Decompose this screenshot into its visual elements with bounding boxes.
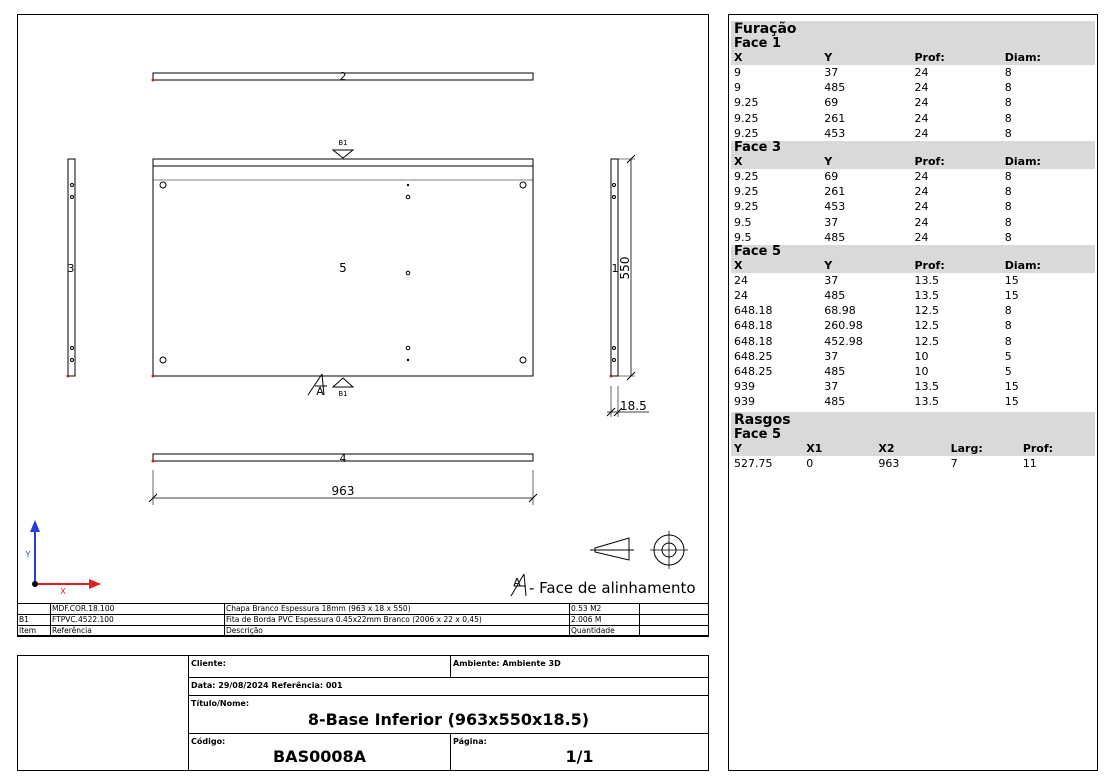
holes-header bbox=[731, 51, 1095, 65]
hole bbox=[520, 182, 526, 188]
edge-band-label-top: B1 bbox=[338, 139, 348, 147]
hole-cell: 648.18 bbox=[734, 334, 773, 348]
hole-cell: 485 bbox=[824, 395, 846, 409]
hole-cell: 8 bbox=[1004, 304, 1012, 318]
bom-header-desc: Descrição bbox=[225, 626, 570, 637]
hole-cell: 485 bbox=[824, 289, 846, 303]
bottom-edge-label: 4 bbox=[339, 452, 347, 465]
hole-cell: 24 bbox=[914, 66, 929, 79]
bill-of-materials bbox=[17, 603, 709, 636]
hole-cell: 453 bbox=[824, 126, 846, 140]
main-panel-label: 5 bbox=[339, 261, 347, 275]
origin-marker bbox=[152, 460, 155, 463]
holes-header bbox=[731, 155, 1095, 169]
rasgo-cell: 0 bbox=[806, 456, 814, 470]
rasgos-title: Rasgos bbox=[731, 412, 1095, 428]
bom-header-qty: Quantidade bbox=[570, 626, 640, 637]
hole-row bbox=[731, 303, 1095, 318]
hole-row bbox=[731, 273, 1095, 288]
origin-marker bbox=[67, 375, 70, 378]
hole-cell: 9.25 bbox=[734, 185, 759, 199]
right-edge-label: 1 bbox=[611, 262, 619, 275]
holes-header-cell: X bbox=[734, 258, 743, 272]
hole bbox=[406, 195, 410, 199]
hole bbox=[520, 357, 526, 363]
hole-cell: 8 bbox=[1004, 169, 1012, 183]
hole-cell: 24 bbox=[914, 126, 929, 140]
height-dimension: 550 bbox=[618, 256, 632, 280]
hole-cell: 13.5 bbox=[914, 380, 939, 394]
rasgo-cell: 11 bbox=[1022, 456, 1037, 470]
hole-cell: 12.5 bbox=[914, 304, 939, 318]
bom-row bbox=[18, 604, 709, 615]
hole-row bbox=[731, 349, 1095, 364]
hole-cell: 37 bbox=[824, 215, 839, 229]
hole-cell: 485 bbox=[824, 81, 846, 95]
bom-item bbox=[18, 604, 51, 615]
hole-row bbox=[731, 288, 1095, 303]
hole-row bbox=[731, 364, 1095, 379]
rasgo-row bbox=[731, 456, 1095, 471]
pagina-cell: Página: 1/1 bbox=[450, 733, 708, 770]
hole bbox=[160, 357, 166, 363]
holes-header-cell: Prof: bbox=[914, 51, 945, 64]
bom-desc: Chapa Branco Espessura 18mm (963 x 18 x 550) bbox=[225, 604, 570, 615]
face-title: Face 5 bbox=[731, 245, 1095, 259]
hole-cell: 24 bbox=[914, 230, 929, 244]
y-axis-label: Y bbox=[25, 550, 31, 559]
bom-ref: MDF.COR.18.100 bbox=[51, 604, 225, 615]
hole-cell: 24 bbox=[914, 81, 929, 95]
hole-cell: 939 bbox=[734, 380, 755, 394]
hole bbox=[407, 184, 409, 186]
part-code: BAS0008A bbox=[272, 747, 366, 766]
rasgos-header-cell: X2 bbox=[878, 441, 895, 455]
hole-row bbox=[731, 95, 1095, 110]
hole-row bbox=[731, 334, 1095, 349]
holes-header-cell: Y bbox=[824, 258, 833, 272]
bom-header-ref: Referência bbox=[51, 626, 225, 637]
hole-cell: 8 bbox=[1004, 200, 1012, 214]
hole-cell: 648.18 bbox=[734, 319, 773, 333]
axis-origin bbox=[32, 581, 38, 587]
hole-cell: 648.25 bbox=[734, 365, 773, 378]
width-dimension: 963 bbox=[331, 484, 355, 498]
hole-row bbox=[731, 169, 1095, 184]
hole-row bbox=[731, 184, 1095, 199]
hole-cell: 261 bbox=[824, 111, 846, 125]
hole-cell: 260.98 bbox=[824, 319, 863, 333]
hole-cell: 12.5 bbox=[914, 334, 939, 348]
rasgo-cell: 7 bbox=[950, 456, 958, 470]
hole-cell: 10 bbox=[914, 349, 929, 363]
part-title: 8-Base Inferior (963x550x18.5) bbox=[307, 710, 590, 729]
holes-header-cell: Diam: bbox=[1004, 258, 1041, 272]
holes-header-cell: Diam: bbox=[1004, 154, 1041, 168]
hole-cell: 24 bbox=[914, 169, 929, 183]
hole-row bbox=[731, 80, 1095, 95]
hole-cell: 15 bbox=[1004, 380, 1019, 394]
hole-cell: 9 bbox=[734, 66, 741, 79]
hole-cell: 5 bbox=[1004, 349, 1012, 363]
ambiente-cell: Ambiente: Ambiente 3D bbox=[450, 656, 708, 677]
face-title: Face 1 bbox=[731, 37, 1095, 51]
face-a-label: A bbox=[316, 385, 324, 398]
bom-ref: FTPVC.4522.100 bbox=[51, 615, 225, 626]
rasgos-header bbox=[731, 442, 1095, 456]
bom-row bbox=[18, 615, 709, 626]
edge-band-label-bottom: B1 bbox=[338, 390, 348, 398]
hole bbox=[407, 359, 409, 361]
hole-row bbox=[731, 230, 1095, 245]
origin-marker bbox=[610, 375, 613, 378]
machining-panel bbox=[728, 14, 1098, 771]
hole-cell: 9.5 bbox=[734, 215, 752, 229]
hole-cell: 453 bbox=[824, 200, 846, 214]
hole-cell: 24 bbox=[914, 96, 929, 110]
thickness-dimension: 18.5 bbox=[620, 399, 647, 413]
hole-cell: 24 bbox=[914, 111, 929, 125]
hole-cell: 13.5 bbox=[914, 395, 939, 409]
hole-cell: 37 bbox=[824, 380, 839, 394]
hole-cell: 9 bbox=[734, 81, 741, 95]
hole-cell: 24 bbox=[734, 289, 748, 303]
furacao-title: Furação bbox=[731, 21, 1095, 37]
hole-cell: 261 bbox=[824, 185, 846, 199]
origin-marker bbox=[152, 79, 155, 82]
bom-desc: Fita de Borda PVC Espessura 0.45x22mm Branco (2006 x 22 x 0,45) bbox=[225, 615, 570, 626]
hole-cell: 69 bbox=[824, 169, 839, 183]
edge-band-triangle-top bbox=[333, 150, 353, 158]
hole-cell: 9.25 bbox=[734, 111, 759, 125]
hole-cell: 24 bbox=[914, 185, 929, 199]
cliente-cell: Cliente: bbox=[188, 656, 450, 677]
hole-row bbox=[731, 379, 1095, 394]
hole-cell: 5 bbox=[1004, 365, 1012, 378]
projection-cone-symbol bbox=[590, 538, 634, 560]
hole-cell: 15 bbox=[1004, 289, 1019, 303]
hole-cell: 8 bbox=[1004, 215, 1012, 229]
hole-cell: 8 bbox=[1004, 81, 1012, 95]
hole-cell: 8 bbox=[1004, 230, 1012, 244]
hole-cell: 24 bbox=[914, 200, 929, 214]
hole-cell: 37 bbox=[824, 349, 839, 363]
hole-cell: 8 bbox=[1004, 111, 1012, 125]
technical-drawing bbox=[17, 14, 709, 636]
hole-cell: 939 bbox=[734, 395, 755, 409]
holes-header-cell: X bbox=[734, 51, 743, 64]
holes-header-cell: Y bbox=[824, 51, 833, 64]
x-axis-label: X bbox=[60, 587, 66, 596]
holes-header-cell: X bbox=[734, 154, 743, 168]
alignment-label: - Face de alinhamento bbox=[529, 579, 696, 597]
hole-cell: 8 bbox=[1004, 96, 1012, 110]
bom-header-row bbox=[18, 626, 709, 637]
hole-cell: 8 bbox=[1004, 185, 1012, 199]
origin-marker bbox=[152, 375, 155, 378]
hole-row bbox=[731, 126, 1095, 141]
hole-cell: 8 bbox=[1004, 319, 1012, 333]
hole-cell: 648.25 bbox=[734, 349, 773, 363]
hole-row bbox=[731, 394, 1095, 409]
hole-row bbox=[731, 215, 1095, 230]
rasgo-cell: 527.75 bbox=[734, 456, 773, 470]
hole-cell: 8 bbox=[1004, 126, 1012, 140]
hole-row bbox=[731, 318, 1095, 333]
alignment-symbol-letter: A bbox=[513, 576, 521, 589]
rasgos-header-cell: Y bbox=[734, 441, 742, 455]
holes-header bbox=[731, 259, 1095, 273]
hole-cell: 37 bbox=[824, 273, 839, 287]
hole-cell: 13.5 bbox=[914, 273, 939, 287]
hole-cell: 452.98 bbox=[824, 334, 863, 348]
bom-qty: 2.006 M bbox=[570, 615, 640, 626]
title-block bbox=[17, 655, 709, 771]
hole-cell: 12.5 bbox=[914, 319, 939, 333]
hole-cell: 68.98 bbox=[824, 304, 856, 318]
rasgos-face-title: Face 5 bbox=[731, 428, 1095, 442]
left-edge-label: 3 bbox=[67, 262, 75, 275]
hole bbox=[406, 346, 410, 350]
hole-cell: 648.18 bbox=[734, 304, 773, 318]
hole-cell: 13.5 bbox=[914, 289, 939, 303]
top-edge-label: 2 bbox=[339, 70, 347, 83]
bom-header-item: Item bbox=[18, 626, 51, 637]
holes-header-cell: Prof: bbox=[914, 258, 945, 272]
hole-cell: 9.25 bbox=[734, 169, 759, 183]
hole-cell: 10 bbox=[914, 365, 929, 378]
holes-header-cell: Y bbox=[824, 154, 833, 168]
hole-cell: 485 bbox=[824, 365, 846, 378]
codigo-cell: Código: BAS0008A bbox=[188, 733, 450, 770]
hole-cell: 8 bbox=[1004, 66, 1012, 79]
hole-cell: 15 bbox=[1004, 273, 1019, 287]
page-number: 1/1 bbox=[565, 747, 594, 766]
hole-cell: 15 bbox=[1004, 395, 1019, 409]
hole-cell: 9.25 bbox=[734, 126, 759, 140]
rasgos-header-cell: Prof: bbox=[1022, 441, 1054, 455]
rasgos-header-cell: Larg: bbox=[950, 441, 983, 455]
rasgo-cell: 963 bbox=[878, 456, 900, 470]
bom-item: B1 bbox=[18, 615, 51, 626]
edge-band-triangle-bottom bbox=[333, 378, 353, 387]
hole-cell: 37 bbox=[824, 66, 839, 79]
hole-cell: 24 bbox=[734, 273, 748, 287]
hole-cell: 8 bbox=[1004, 334, 1012, 348]
holes-header-cell: Prof: bbox=[914, 154, 945, 168]
hole-row bbox=[731, 65, 1095, 80]
data-cell: Data: 29/08/2024 Referência: 001 bbox=[188, 677, 708, 695]
hole-cell: 485 bbox=[824, 230, 846, 244]
hole-cell: 69 bbox=[824, 96, 839, 110]
hole bbox=[160, 182, 166, 188]
rasgos-header-cell: X1 bbox=[806, 441, 823, 455]
hole-cell: 24 bbox=[914, 215, 929, 229]
hole-cell: 9.5 bbox=[734, 230, 752, 244]
face-title: Face 3 bbox=[731, 141, 1095, 155]
hole-row bbox=[731, 199, 1095, 214]
hole-row bbox=[731, 111, 1095, 126]
holes-header-cell: Diam: bbox=[1004, 51, 1041, 64]
hole bbox=[406, 271, 410, 275]
hole-cell: 9.25 bbox=[734, 200, 759, 214]
titulo-cell: Título/Nome: 8-Base Inferior (963x550x18.5) bbox=[188, 695, 708, 733]
bom-qty: 0.53 M2 bbox=[570, 604, 640, 615]
hole-cell: 9.25 bbox=[734, 96, 759, 110]
